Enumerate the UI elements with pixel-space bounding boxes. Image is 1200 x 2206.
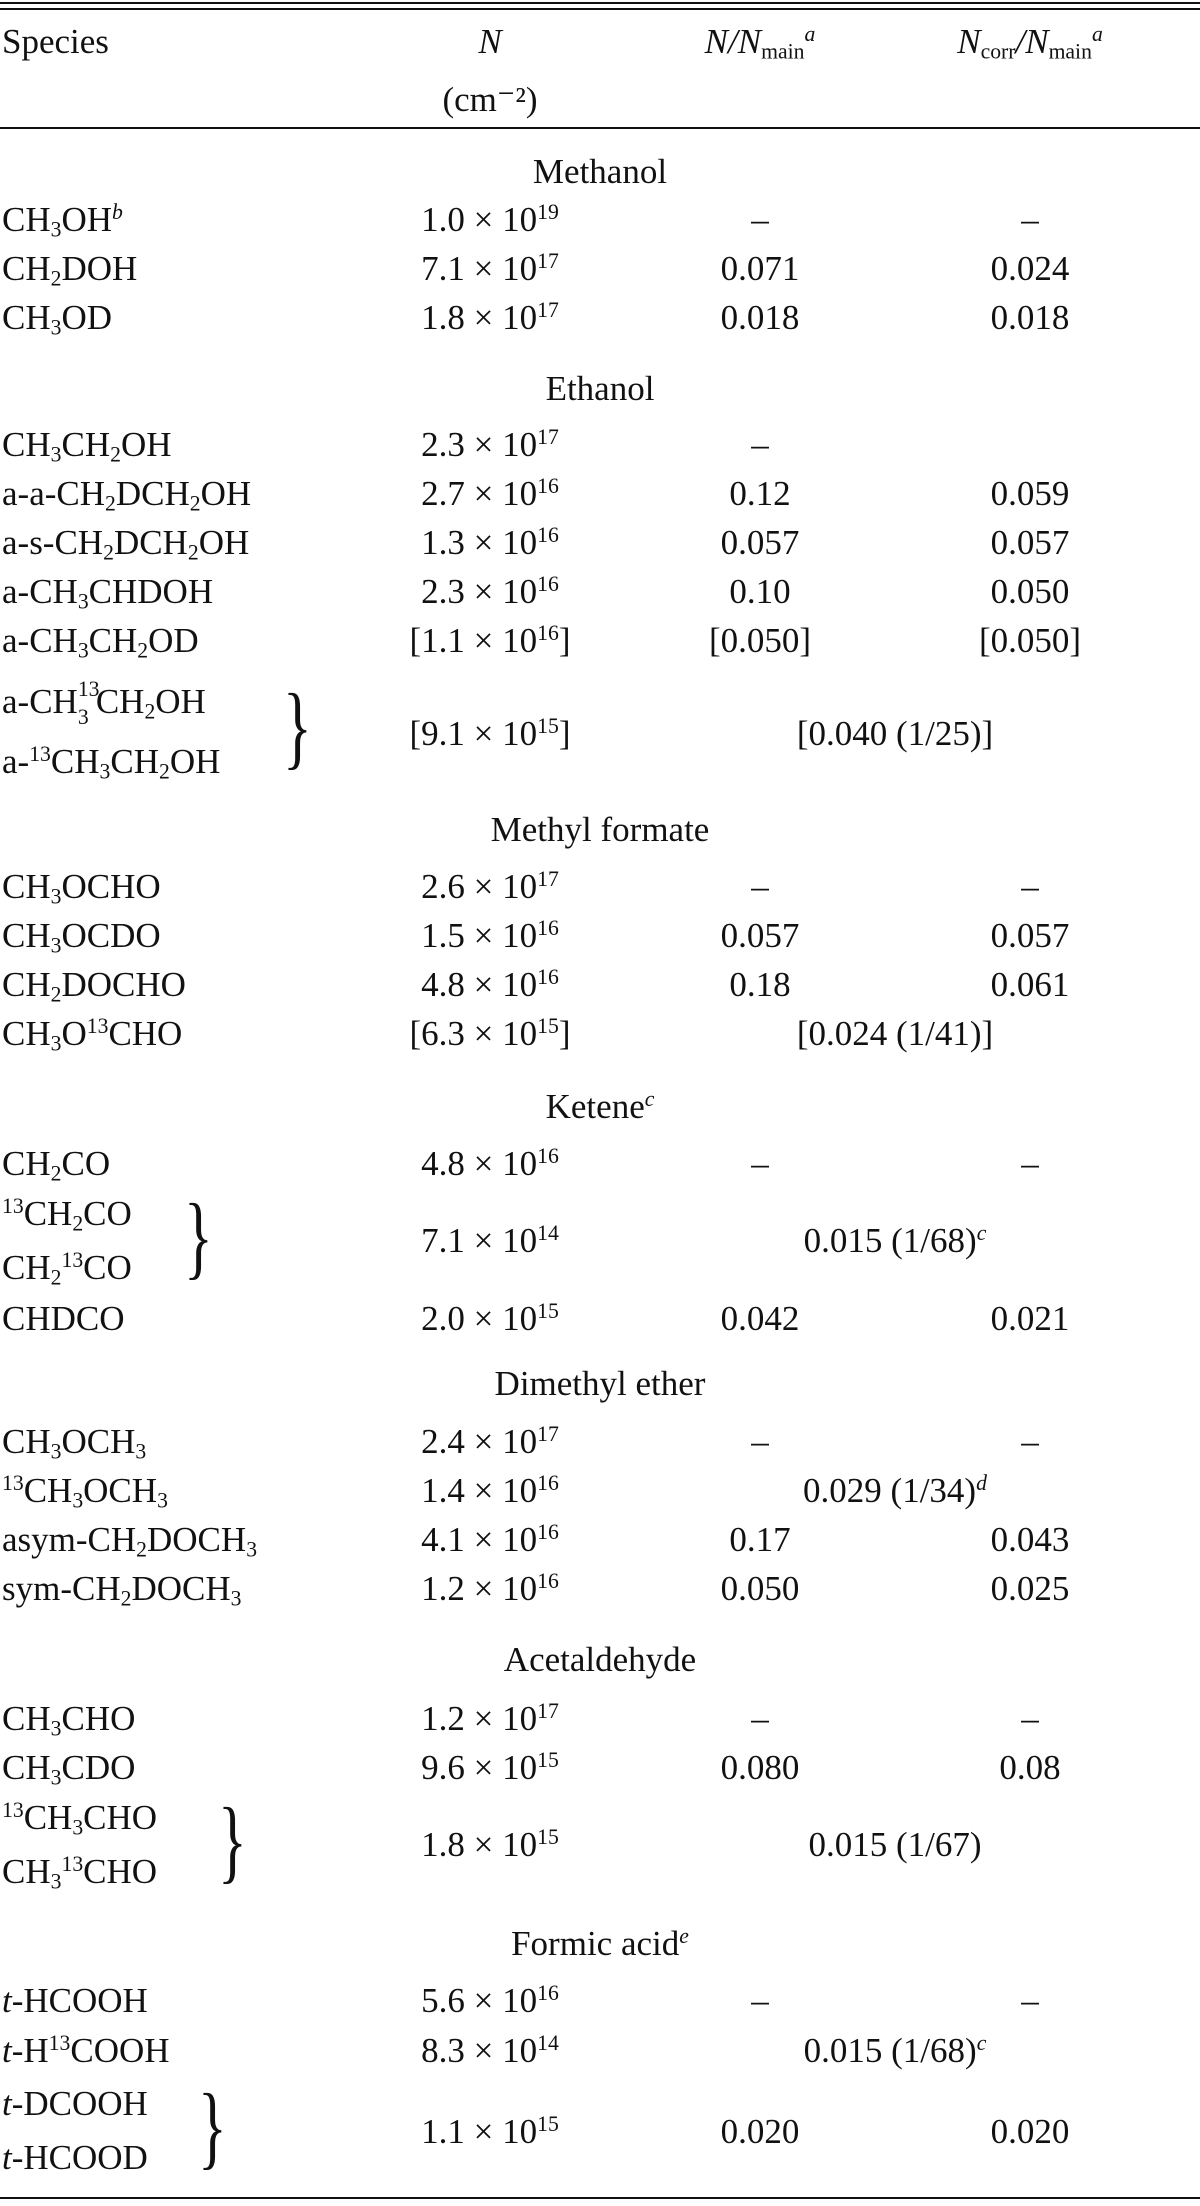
combined-ratio-value: [0.024 (1/41)] xyxy=(796,1014,994,1053)
species-t-dcooh: t-DCOOH xyxy=(2,2084,148,2123)
header-rule xyxy=(0,127,1200,129)
section-ethanol: Ethanol xyxy=(545,369,655,408)
combined-ratio-value: 0.015 $(1/68)^c$ xyxy=(803,2031,987,2070)
n-value: $4.8 \times 10^{16}$ xyxy=(421,1144,559,1183)
n-value: $1.2 \times 10^{16}$ xyxy=(421,1569,559,1608)
group-brace: } xyxy=(184,1185,213,1288)
header-species: Species xyxy=(2,22,109,61)
ratio-value: 0.018 xyxy=(720,298,800,337)
combined-ratio-value: 0.029 $(1/34)^d$ xyxy=(803,1471,987,1510)
ratio-value: – xyxy=(751,1422,769,1461)
ratio-value: [0.050] xyxy=(708,621,812,660)
species-ch2-13co: $CH_2^{13}CO$ xyxy=(2,1248,132,1290)
corr-ratio-value: 0.050 xyxy=(990,572,1070,611)
ratio-value: 0.050 xyxy=(720,1569,800,1608)
n-value: $1.4 \times 10^{16}$ xyxy=(421,1471,559,1510)
n-value: $1.5 \times 10^{16}$ xyxy=(421,916,559,955)
species-ch3-13cho: $CH_3^{13}CHO$ xyxy=(2,1852,158,1894)
top-rule xyxy=(0,2,1200,4)
corr-ratio-value: 0.08 xyxy=(999,1748,1061,1787)
n-value: $4.1 \times 10^{16}$ xyxy=(421,1520,559,1559)
species-aa-ch2dch2oh: $a-a-CH_2DCH_2OH$ xyxy=(2,474,252,516)
n-value: $8.3 \times 10^{14}$ xyxy=(421,2031,559,2070)
combined-ratio-value: [0.040 (1/25)] xyxy=(796,714,994,753)
n-value: $5.6 \times 10^{16}$ xyxy=(421,1981,559,2020)
n-value: $2.4 \times 10^{17}$ xyxy=(421,1422,559,1461)
species-a-ch3ch2od: $a-CH_3CH_2OD$ xyxy=(2,621,199,663)
corr-ratio-value: 0.057 xyxy=(990,916,1070,955)
ratio-value: 0.020 xyxy=(720,2112,800,2151)
corr-ratio-value: 0.043 xyxy=(990,1520,1070,1559)
section-dimethyl-ether: Dimethyl ether xyxy=(494,1364,706,1403)
corr-ratio-value: 0.020 xyxy=(990,2112,1070,2151)
species-ch3ch2oh: $CH_3CH_2OH$ xyxy=(2,425,172,467)
ratio-value: 0.080 xyxy=(720,1748,800,1787)
species-ch2co: $CH_2CO$ xyxy=(2,1144,111,1186)
species-t-h13cooh: $t-H^{13}COOH$ xyxy=(2,2031,170,2070)
species-ch3cho: $CH_3CHO$ xyxy=(2,1699,136,1741)
combined-ratio-value: 0.015 $(1/68)^c$ xyxy=(803,1221,987,1260)
n-value: $1.0 \times 10^{19}$ xyxy=(421,200,559,239)
corr-ratio-value: – xyxy=(1021,867,1039,906)
species-ch3od: $CH_3OD$ xyxy=(2,298,113,340)
n-value: $9.6 \times 10^{15}$ xyxy=(421,1748,559,1787)
n-value: $[9.1 \times 10^{15}]$ xyxy=(409,714,571,753)
species-ch3och3: $CH_3OCH_3$ xyxy=(2,1422,147,1464)
corr-ratio-value: – xyxy=(1021,1422,1039,1461)
species-ch3cdo: $CH_3CDO$ xyxy=(2,1748,136,1790)
species-as-ch2dch2oh: $a-s-CH_2DCH_2OH$ xyxy=(2,523,250,565)
group-brace: } xyxy=(283,675,312,778)
n-value: $1.1 \times 10^{15}$ xyxy=(421,2112,559,2151)
n-value: $[6.3 \times 10^{15}]$ xyxy=(409,1014,571,1053)
ratio-value: 0.10 xyxy=(729,572,791,611)
ratio-value: 0.071 xyxy=(720,249,800,288)
group-brace: } xyxy=(218,1789,247,1892)
species-ch3o13cho: $CH_3O^{13}CHO$ xyxy=(2,1014,183,1056)
corr-ratio-value: – xyxy=(1021,1144,1039,1183)
top-rule-2 xyxy=(0,8,1200,10)
species-a-ch3chdoh: $a-CH_3CHDOH$ xyxy=(2,572,214,614)
n-value: $2.3 \times 10^{17}$ xyxy=(421,425,559,464)
section-methanol: Methanol xyxy=(532,152,668,191)
ratio-value: 0.042 xyxy=(720,1299,800,1338)
species-t-hcooh: t-HCOOH xyxy=(2,1981,148,2020)
n-value: $4.8 \times 10^{16}$ xyxy=(421,965,559,1004)
species-a-ch3-13ch2oh: a-CH 3 13 $CH_2OH$ xyxy=(2,677,206,729)
header-corr-ratio: $N_{corr}/N_{main}^a$ xyxy=(957,22,1103,64)
corr-ratio-value: 0.025 xyxy=(990,1569,1070,1608)
species-a-13ch3ch2oh: $a-^{13}CH_3CH_2OH$ xyxy=(2,742,221,784)
corr-ratio-value: 0.057 xyxy=(990,523,1070,562)
corr-ratio-value: 0.021 xyxy=(990,1299,1070,1338)
section-methyl-formate: Methyl formate xyxy=(490,810,710,849)
bottom-rule xyxy=(0,2197,1200,2199)
header-ratio: $N/N_{main}^a$ xyxy=(704,22,816,64)
species-13ch3och3: $^{13}CH_3OCH_3$ xyxy=(2,1471,168,1513)
ratio-value: – xyxy=(751,425,769,464)
n-value: $1.8 \times 10^{15}$ xyxy=(421,1825,559,1864)
species-13ch3cho: $^{13}CH_3CHO$ xyxy=(2,1798,158,1840)
n-value: $2.7 \times 10^{16}$ xyxy=(421,474,559,513)
ratio-value: – xyxy=(751,1699,769,1738)
n-value: $2.0 \times 10^{15}$ xyxy=(421,1299,559,1338)
combined-ratio-value: 0.015 (1/67) xyxy=(808,1825,982,1864)
species-ch2docho: $CH_2DOCHO$ xyxy=(2,965,186,1007)
ratio-value: – xyxy=(751,1144,769,1183)
ratio-value: 0.18 xyxy=(729,965,791,1004)
n-value: $1.3 \times 10^{16}$ xyxy=(421,523,559,562)
ratio-value: – xyxy=(751,1981,769,2020)
species-ch3oh: $CH_3OH^b$ xyxy=(2,200,123,242)
section-ketene: Ketene$^c$ xyxy=(545,1087,655,1126)
corr-ratio-value: – xyxy=(1021,200,1039,239)
species-ch3ocho: $CH_3OCHO$ xyxy=(2,867,161,909)
n-value: $7.1 \times 10^{14}$ xyxy=(421,1221,559,1260)
species-chdco: CHDCO xyxy=(2,1299,125,1338)
corr-ratio-value: 0.059 xyxy=(990,474,1070,513)
n-value: $2.6 \times 10^{17}$ xyxy=(421,867,559,906)
n-value: $1.8 \times 10^{17}$ xyxy=(421,298,559,337)
ratio-value: – xyxy=(751,200,769,239)
species-ch3ocdo: $CH_3OCDO$ xyxy=(2,916,161,958)
corr-ratio-value: [0.050] xyxy=(978,621,1082,660)
corr-ratio-value: 0.018 xyxy=(990,298,1070,337)
n-value: $2.3 \times 10^{16}$ xyxy=(421,572,559,611)
corr-ratio-value: – xyxy=(1021,1699,1039,1738)
n-value: $1.2 \times 10^{17}$ xyxy=(421,1699,559,1738)
group-brace: } xyxy=(198,2075,227,2178)
ratio-value: 0.12 xyxy=(729,474,791,513)
n-value: $7.1 \times 10^{17}$ xyxy=(421,249,559,288)
corr-ratio-value: 0.024 xyxy=(990,249,1070,288)
n-value: $[1.1 \times 10^{16}]$ xyxy=(409,621,571,660)
section-acetaldehyde: Acetaldehyde xyxy=(503,1640,697,1679)
species-t-hcood: t-HCOOD xyxy=(2,2138,148,2177)
header-n: N xyxy=(478,22,502,61)
corr-ratio-value: – xyxy=(1021,1981,1039,2020)
ratio-value: – xyxy=(751,867,769,906)
header-n-unit: (cm⁻²) xyxy=(442,80,538,119)
ratio-value: 0.057 xyxy=(720,523,800,562)
section-formic-acid: Formic acid$^e$ xyxy=(511,1924,689,1963)
species-ch2doh: $CH_2DOH$ xyxy=(2,249,138,291)
species-13ch2co: $^{13}CH_2CO$ xyxy=(2,1194,132,1236)
ratio-value: 0.057 xyxy=(720,916,800,955)
ratio-value: 0.17 xyxy=(729,1520,791,1559)
species-sym-ch2doch3: sym-$CH_2DOCH_3$ xyxy=(2,1569,242,1611)
species-asym-ch2doch3: asym-$CH_2DOCH_3$ xyxy=(2,1520,258,1562)
corr-ratio-value: 0.061 xyxy=(990,965,1070,1004)
